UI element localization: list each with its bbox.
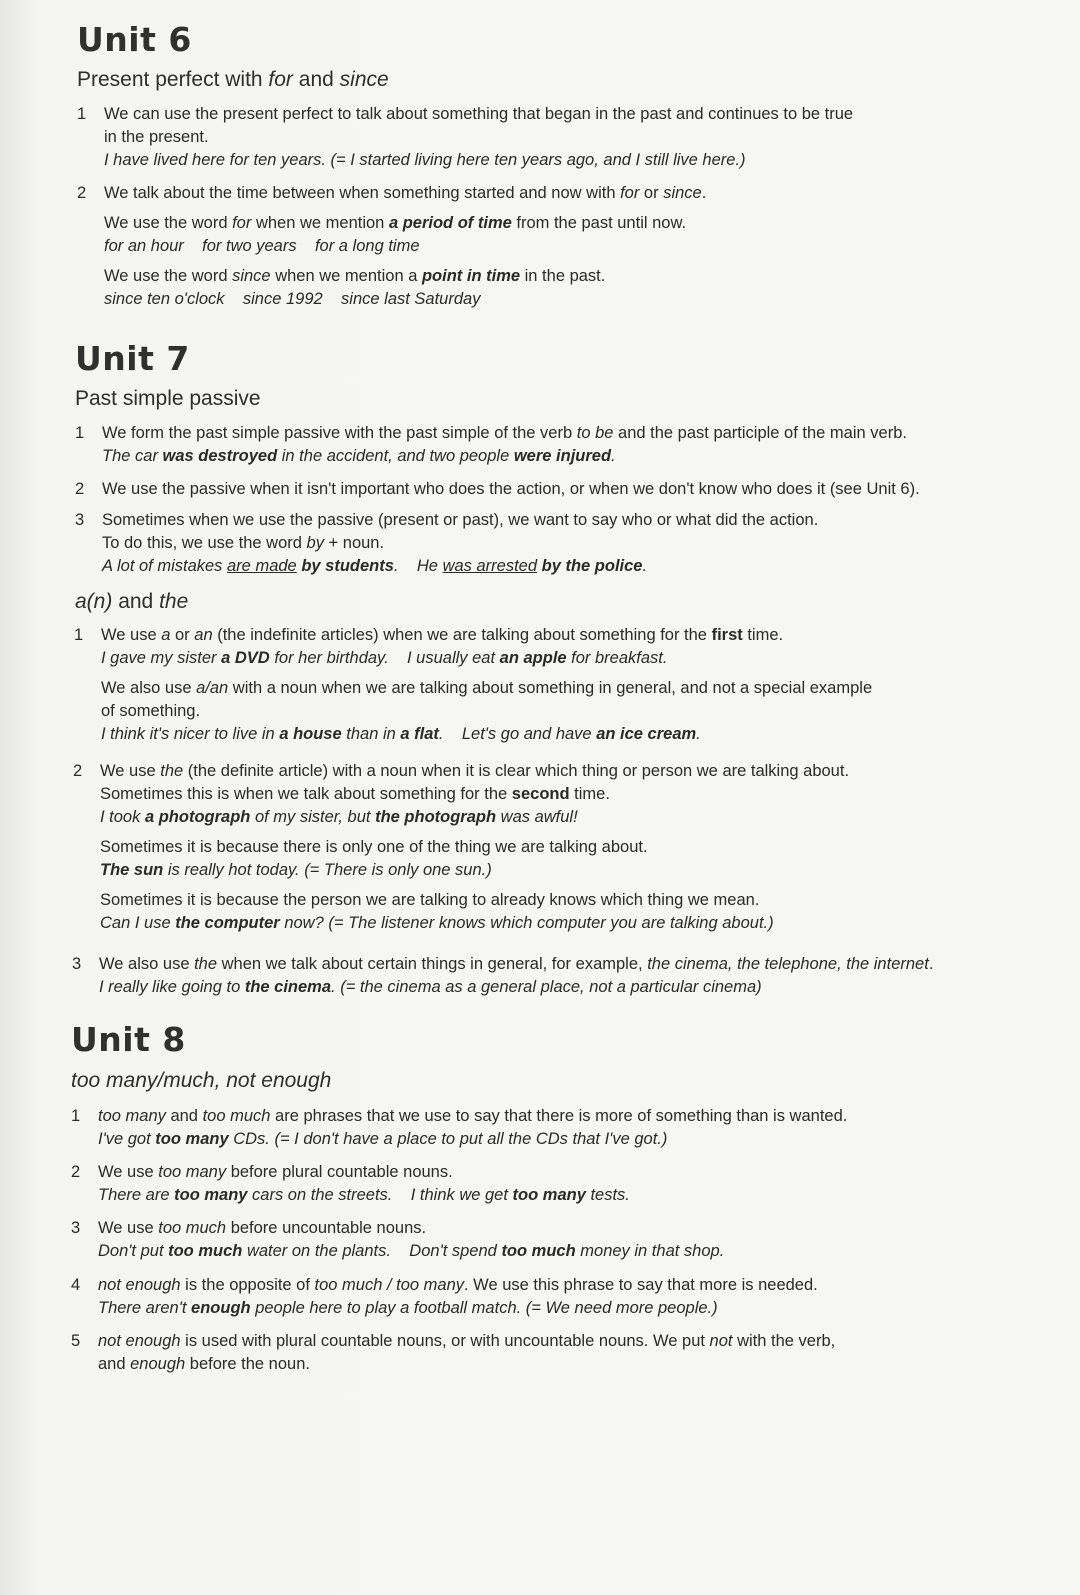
- rule-text: Sometimes it is because there is only one of the thing we are talking about.: [100, 838, 648, 856]
- example-sentence: I really like going to the cinema. (= the cinema as a general place, not a particular cinema): [99, 978, 762, 996]
- rule-text: We use too many before plural countable nouns.: [98, 1163, 453, 1181]
- example-sentence: The car was destroyed in the accident, and two people were injured.: [102, 447, 616, 465]
- example-sentence: The sun is really hot today. (= There is only one sun.): [100, 861, 492, 879]
- unit-8-item-2: [71, 1161, 1018, 1207]
- item-number: 2: [75, 480, 85, 498]
- articles-item-1: [74, 624, 1021, 746]
- unit-6-section-heading: Present perfect with for and since: [77, 68, 389, 91]
- rule-text: Sometimes it is because the person we are talking to already knows which thing we mean.: [100, 891, 760, 909]
- example-list: A lot of mistakes are made by students. He was arrested by the police.: [102, 557, 648, 575]
- rule-text: We use too much before uncountable nouns.: [98, 1219, 427, 1237]
- rule-text: Sometimes when we use the passive (present or past), we want to say who or what did the action.: [102, 511, 819, 529]
- item-number: 2: [73, 762, 83, 780]
- example-list: since ten o'clock since 1992 since last Saturday: [104, 290, 481, 308]
- rule-text: and enough before the noun.: [98, 1355, 310, 1373]
- item-number: 1: [77, 105, 87, 123]
- rule-text: Sometimes this is when we talk about something for the second time.: [100, 785, 610, 803]
- example-sentence: There aren't enough people here to play a football match. (= We need more people.): [98, 1299, 718, 1317]
- rule-text: We form the past simple passive with the past simple of the verb to be and the past participle of the main verb.: [102, 424, 907, 442]
- example-sentence: I've got too many CDs. (= I don't have a place to put all the CDs that I've got.): [98, 1130, 668, 1148]
- example-list: Don't put too much water on the plants. Don't spend too much money in that shop.: [98, 1242, 725, 1260]
- item-number: 1: [75, 424, 85, 442]
- unit-8-item-5: [71, 1330, 1018, 1376]
- rule-text: not enough is used with plural countable nouns, or with uncountable nouns. We put not with the verb,: [98, 1332, 836, 1350]
- example-sentence: I have lived here for ten years. (= I started living here ten years ago, and I still live here.): [104, 151, 746, 169]
- unit-7-item-1: [75, 422, 1022, 468]
- unit-8-item-1: [71, 1105, 1018, 1151]
- unit-8-item-4: [71, 1274, 1018, 1320]
- articles-item-3: [72, 953, 1019, 999]
- unit-6-title: Unit 6: [77, 20, 192, 59]
- item-number: 3: [75, 511, 85, 529]
- example-list: for an hour for two years for a long time: [104, 237, 420, 255]
- rule-text: We use a or an (the indefinite articles) when we are talking about something for the first time.: [101, 626, 784, 644]
- item-number: 5: [71, 1332, 81, 1350]
- rule-text: To do this, we use the word by + noun.: [102, 534, 385, 552]
- rule-text: We also use a/an with a noun when we are talking about something in general, and not a special example: [101, 679, 873, 697]
- rule-text: of something.: [101, 702, 201, 720]
- rule-text: in the present.: [104, 128, 209, 146]
- item-number: 4: [71, 1276, 81, 1294]
- item-number: 2: [71, 1163, 81, 1181]
- rule-text: We use the word for when we mention a period of time from the past until now.: [104, 214, 687, 232]
- example-sentence: Can I use the computer now? (= The listener knows which computer you are talking about.): [100, 914, 774, 932]
- example-list: I think it's nicer to live in a house than in a flat. Let's go and have an ice cream.: [101, 725, 701, 743]
- rule-text: We use the word since when we mention a point in time in the past.: [104, 267, 606, 285]
- rule-text: too many and too much are phrases that we use to say that there is more of something than is wanted.: [98, 1107, 848, 1125]
- example-list: I gave my sister a DVD for her birthday. I usually eat an apple for breakfast.: [101, 649, 668, 667]
- unit-8-title: Unit 8: [71, 1020, 186, 1059]
- rule-text: not enough is the opposite of too much / too many. We use this phrase to say that more is needed.: [98, 1276, 818, 1294]
- item-number: 3: [71, 1219, 81, 1237]
- unit-8-item-3: [71, 1217, 1018, 1263]
- unit-6-item-2: [77, 182, 1024, 311]
- example-list: There are too many cars on the streets. I think we get too many tests.: [98, 1186, 630, 1204]
- rule-text: We use the passive when it isn't important who does the action, or when we don't know who does it (see Unit 6).: [102, 480, 920, 498]
- example-sentence: I took a photograph of my sister, but the photograph was awful!: [100, 808, 578, 826]
- unit-7-item-3: [75, 509, 1022, 578]
- unit-7-section-heading: Past simple passive: [75, 387, 261, 410]
- unit-7-item-2: [75, 478, 1022, 501]
- item-number: 2: [77, 184, 87, 202]
- rule-text: We use the (the definite article) with a noun when it is clear which thing or person we are talking about.: [100, 762, 850, 780]
- item-number: 3: [72, 955, 82, 973]
- unit-8-section-heading: too many/much, not enough: [71, 1069, 332, 1092]
- item-number: 1: [74, 626, 84, 644]
- articles-item-2: [73, 760, 1020, 935]
- rule-text: We can use the present perfect to talk about something that began in the past and continues to be true: [104, 105, 854, 123]
- unit-6-item-1: [77, 103, 1024, 172]
- unit-7-title: Unit 7: [75, 339, 190, 378]
- item-number: 1: [71, 1107, 81, 1125]
- rule-text: We talk about the time between when something started and now with for or since.: [104, 184, 707, 202]
- articles-section-heading: a(n) and the: [75, 590, 189, 613]
- rule-text: We also use the when we talk about certain things in general, for example, the cinema, the telephone, the internet.: [99, 955, 934, 973]
